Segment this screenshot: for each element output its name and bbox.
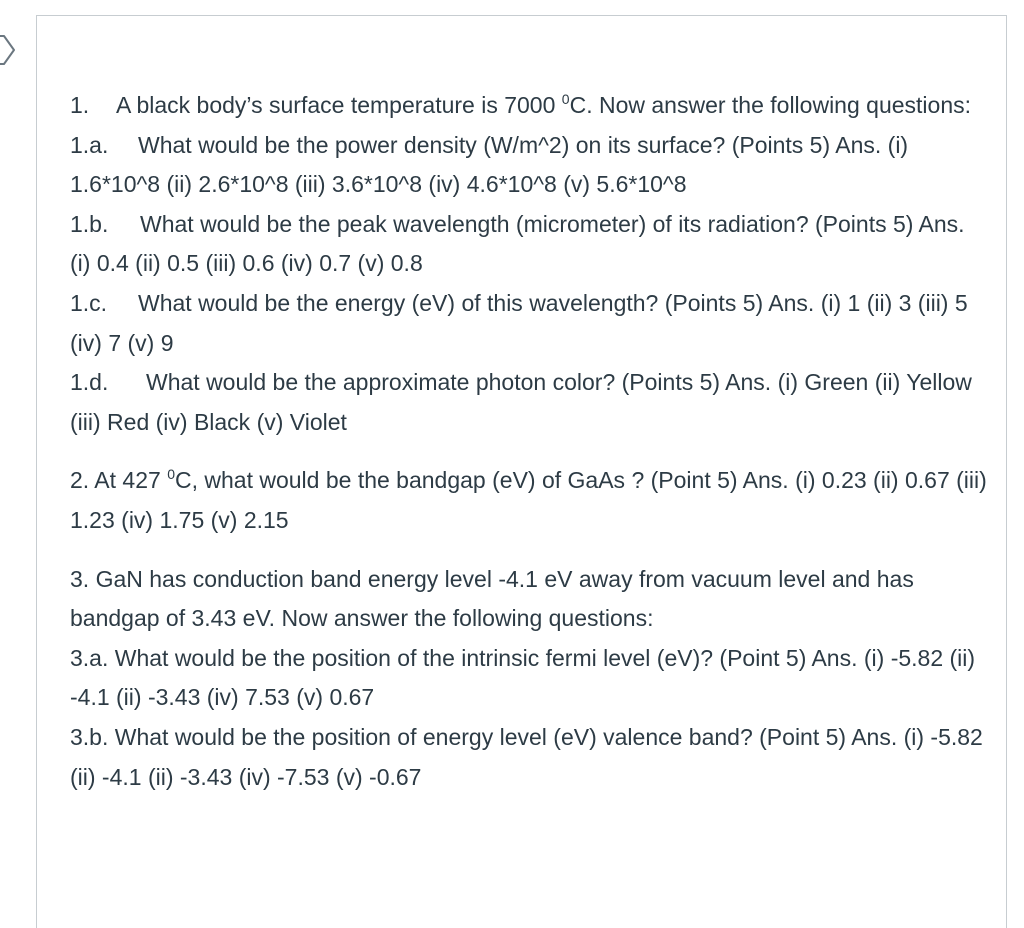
spacer <box>70 541 990 560</box>
question-1c-text: What would be the energy (eV) of this wavelength? (Points 5) Ans. (i) 1 (ii) 3 (iii) 5 (iv) 7 (v) 9 <box>70 289 968 356</box>
question-1d-label: 1.d. <box>70 369 109 396</box>
question-1d <box>70 363 990 442</box>
question-content <box>70 86 990 797</box>
question-3: 3. GaN has conduction band energy level -4.1 eV away from vacuum level and has bandgap of 3.43 eV. Now answer the following questions: <box>70 565 914 632</box>
question-1c-label: 1.c. <box>70 289 108 316</box>
question-2-text-pre: 2. At 427 <box>70 467 161 494</box>
question-3a: 3.a. What would be the position of the intrinsic fermi level (eV)? (Point 5) Ans. (i) -5.82 (ii) -4.1 (ii) -3.43 (iv) 7.53 (v) 0.67 <box>70 644 976 711</box>
question-card <box>36 15 1007 928</box>
question-1b <box>70 205 990 284</box>
question-1b-label: 1.b. <box>70 210 109 237</box>
question-1b-text: What would be the peak wavelength (micrometer) of its radiation? (Points 5) Ans. (i) 0.4 (ii) 0.5 (iii) 0.6 (iv) 0.7 (v) 0.8 <box>70 210 965 277</box>
chevron-right-icon[interactable] <box>0 34 18 66</box>
question-1-text-pre: A black body’s surface temperature is 7000 <box>116 92 556 118</box>
question-1-text-post: C. Now answer the following questions: <box>569 92 971 118</box>
question-2 <box>70 461 990 540</box>
degree-superscript: 0 <box>167 466 175 483</box>
question-1a <box>70 126 990 205</box>
degree-superscript: 0 <box>561 91 570 107</box>
question-1a-text: What would be the power density (W/m^2) on its surface? (Points 5) Ans. (i) 1.6*10^8 (ii) 2.6*10^8 (iii) 3.6*10^8 (iv) 4.6*10^8 (v) 5.6*10^8 <box>70 131 909 198</box>
question-1a-label: 1.a. <box>70 131 109 158</box>
question-1d-text: What would be the approximate photon color? (Points 5) Ans. (i) Green (ii) Yellow (iii) Red (iv) Black (v) Violet <box>70 369 972 435</box>
question-1-number: 1. <box>70 92 90 118</box>
question-2-text-post: C, what would be the bandgap (eV) of GaAs ? (Point 5) Ans. (i) 0.23 (ii) 0.67 (iii) 1.23 (iv) 1.75 (v) 2.15 <box>70 467 987 533</box>
question-3b: 3.b. What would be the position of energy level (eV) valence band? (Point 5) Ans. (i) -5.82 (ii) -4.1 (ii) -3.43 (iv) -7.53 (v) -0.67 <box>70 723 983 790</box>
question-1c <box>70 284 990 363</box>
question-1 <box>70 86 990 126</box>
spacer <box>70 442 990 461</box>
